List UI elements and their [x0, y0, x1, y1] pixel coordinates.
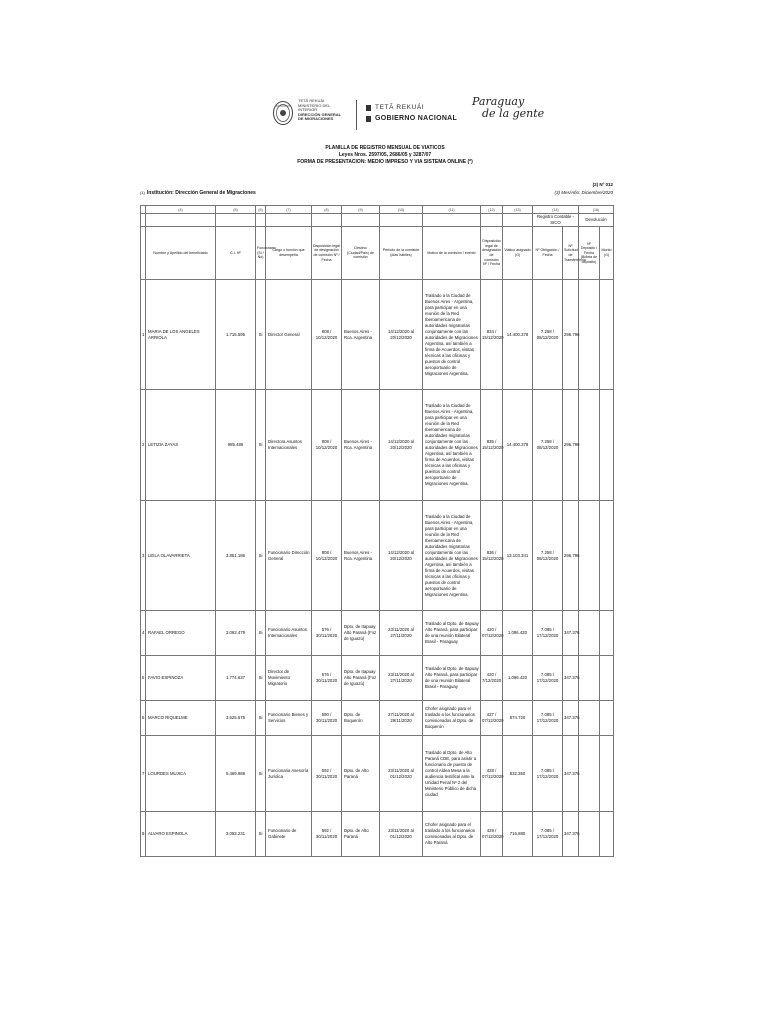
destino: Buenos Aires - Rca. Argentina [342, 501, 380, 611]
disposicion-comision: 428 / 07/12/2020 [481, 736, 503, 812]
form-meta [554, 181, 613, 197]
viatico-amount: 14.400.378 [503, 390, 533, 501]
brand-line-2: de la gente [482, 107, 545, 120]
obligacion: 7.085 / 17/12/2020 [533, 812, 563, 857]
col-header-funcionario: Funcionario (Sí / No) [256, 227, 266, 280]
disposicion: 592 / 30/11/2020 [312, 812, 342, 857]
disposicion-comision: 420 / 7/12/2020 [481, 656, 503, 701]
periodo: 23/11/2020 al 01/12/2020 [380, 736, 423, 812]
periodo: 23/11/2020 al 01/12/2020 [380, 812, 423, 857]
row-number: 8 [141, 812, 146, 857]
monto-devuelto [600, 390, 614, 501]
obligacion: 7.258 / 08/12/2020 [533, 390, 563, 501]
col-header-destino: Destino (Ciudad/País) de comisión [342, 227, 380, 280]
funcionario-flag: Si [256, 390, 266, 501]
deposito [579, 736, 600, 812]
brand-line-1: Paraguay [472, 95, 525, 108]
beneficiary-name: ALVARO ESPINOLA [146, 812, 216, 857]
solicitud-transferencia: 347.376 [563, 656, 579, 701]
ministry-line: MINISTERIO DEL [298, 102, 331, 108]
monto-devuelto [600, 611, 614, 656]
row-number: 7 [141, 736, 146, 812]
destino: Buenos Aires - Rca. Argentina [342, 390, 380, 501]
cargo: Funcionario Bienes y Servicios [266, 701, 312, 736]
institution-line [140, 190, 256, 196]
beneficiary-name: RAFAEL ORREGO [146, 611, 216, 656]
ci-number: 3.851.186 [216, 501, 256, 611]
motivo: Traslado al Dpto. de Alto Paraná CDE, para asistir a funcionario de puesto de control Aldea Mesa a la audiencia testifical ante la Unidad Penal Nº 2 del Ministerio Público de dicha ciudad [423, 736, 481, 812]
col-header-monto: Monto (G) [600, 227, 614, 280]
ci-number: 985.486 [216, 390, 256, 501]
viaticos-table [140, 205, 614, 857]
destino: Dpto. de Itapuay Alto Paraná (Foz de Iguazú) [342, 656, 380, 701]
table-row [141, 736, 614, 812]
devolucion-header: Devolución [579, 214, 614, 227]
disposicion: 576 / 30/11/2020 [312, 656, 342, 701]
monto-devuelto [600, 656, 614, 701]
beneficiary-name: FAVIO ESPINOZA [146, 656, 216, 701]
government-logo [366, 104, 457, 126]
cargo: Funcionario Asuntos Internacionales [266, 611, 312, 656]
institution-label: Institución: Dirección General de Migraciones [146, 190, 256, 196]
destino: Dpto. de Itapuay Alto Paraná (Foz de Iguazú) [342, 611, 380, 656]
disposicion-comision: 427 / 07/12/2020 [481, 701, 503, 736]
cargo: Director General [266, 280, 312, 390]
column-letter: (8) [312, 206, 342, 214]
solicitud-transferencia: 347.376 [563, 736, 579, 812]
row-number: 1 [141, 280, 146, 390]
ministry-line: INTERIOR [298, 107, 318, 113]
col-header-disposicion: Disposición legal de designación de comisión Nº / Fecha [312, 227, 342, 280]
periodo: 14/12/2020 al 20/12/2020 [380, 501, 423, 611]
form-date: (3) Mes/Año: Diciembre/2020 [554, 190, 613, 195]
disposicion: 590 / 30/11/2020 [312, 701, 342, 736]
periodo: 23/11/2020 al 27/11/2020 [380, 611, 423, 656]
viatico-amount: 14.400.378 [503, 280, 533, 390]
row-number: 2 [141, 390, 146, 501]
motivo: Traslado a la Ciudad de Buenos Aires - Argentina, para participar en una reunión de la Red Iberoamericana de autoridades migratorias conjuntamente con las autoridades de Migraciones Argentina, así también a firma de Acuerdos, visitas técnicas a las oficinas y puestos de control aeroportuario de Migraciones Argentina. [423, 280, 481, 390]
ci-number: 1.774.637 [216, 656, 256, 701]
col-header-motivo: Motivo de la comisión / evento [423, 227, 481, 280]
table-row [141, 812, 614, 857]
obligacion: 7.085 / 17/12/2020 [533, 736, 563, 812]
title-line-2: Leyes Nros. 2597/05, 2686/05 y 3287/07 [338, 152, 432, 158]
cargo: Funcionario Dirección General [266, 501, 312, 611]
title-line-1: PLANILLA DE REGISTRO MENSUAL DE VIATICOS [325, 145, 445, 151]
periodo: 14/12/2020 al 20/12/2020 [380, 390, 423, 501]
col-header-viatico: Viático asignado (G) [503, 227, 533, 280]
deposito [579, 812, 600, 857]
col-header-solicitud: Nº Solicitud de Transferencia [563, 227, 579, 280]
viatico-amount: 632.350 [503, 736, 533, 812]
group-header-row [141, 214, 614, 227]
ministry-line: DE MIGRACIONES [298, 116, 334, 122]
ci-number: 3.525.675 [216, 701, 256, 736]
column-letter: (13) [503, 206, 533, 214]
column-header-row [141, 227, 614, 280]
viatico-amount: 1.096.420 [503, 656, 533, 701]
ministry-line: DIRECCIÓN GENERAL [298, 111, 342, 117]
solicitud-transferencia: 296.796 [563, 280, 579, 390]
funcionario-flag: Si [256, 280, 266, 390]
solicitud-transferencia: 347.376 [563, 611, 579, 656]
table-row [141, 501, 614, 611]
column-letter-row [141, 206, 614, 214]
ministry-logo-text [298, 99, 341, 122]
funcionario-flag: Si [256, 701, 266, 736]
disposicion: 808 / 10/12/2020 [312, 390, 342, 501]
logo-divider [356, 100, 357, 130]
destino: Dpto. de Alto Paraná [342, 736, 380, 812]
row-number: 5 [141, 656, 146, 701]
deposito [579, 390, 600, 501]
monto-devuelto [600, 701, 614, 736]
motivo: Chofer asignado para el traslado a los funcionarios comisionados al Dpto. de Alto Paraná [423, 812, 481, 857]
column-letter: (7) [266, 206, 312, 214]
monto-devuelto [600, 280, 614, 390]
destino: Buenos Aires - Rca. Argentina [342, 280, 380, 390]
ci-number: 3.053.231 [216, 812, 256, 857]
cargo: Funcionario de Gabinete [266, 812, 312, 857]
disposicion-comision: 429 / 07/12/2020 [481, 812, 503, 857]
deposito [579, 611, 600, 656]
monto-devuelto [600, 736, 614, 812]
beneficiary-name: LETIZIA ZAYAS [146, 390, 216, 501]
motivo: Chofer asignado para el traslado a los funcionarios comisionados al Dpto. de Boquerón [423, 701, 481, 736]
cargo: Director de Movimiento Migratorio [266, 656, 312, 701]
periodo: 27/11/2020 al 29/11/2020 [380, 701, 423, 736]
institution-prefix: (1) [140, 190, 145, 195]
ci-number: 5.469.988 [216, 736, 256, 812]
table-row [141, 611, 614, 656]
solicitud-transferencia: 296.796 [563, 501, 579, 611]
obligacion: 7.085 / 17/12/2020 [533, 656, 563, 701]
document-title-block [0, 145, 770, 166]
cargo: Funcionaria Asesoría Jurídica [266, 736, 312, 812]
motivo: Traslado al Dpto. de Itapuay Alto Paraná, para participar de una reunión Bilateral Brasil - Paraguay [423, 611, 481, 656]
motivo: Traslado a la Ciudad de Buenos Aires - Argentina, para participar en una reunión de la Red Iberoamericana de autoridades migratorias conjuntamente con las autoridades de Migraciones Argentina, así también a firma de Acuerdos, visitas técnicas a las oficinas y puestos de control aeroportuario de Migraciones Argentina. [423, 501, 481, 611]
disposicion: 592 / 30/11/2020 [312, 736, 342, 812]
solicitud-transferencia: 347.376 [563, 701, 579, 736]
column-letter: (10) [380, 206, 423, 214]
gov-line-1: TETÃ REKUÁI [375, 104, 425, 111]
solicitud-transferencia: 296.796 [563, 390, 579, 501]
column-letter: (14) [533, 206, 579, 214]
solicitud-transferencia: 347.376 [563, 812, 579, 857]
destino: Dpto. de Boquerón [342, 701, 380, 736]
funcionario-flag: Si [256, 656, 266, 701]
table-row [141, 390, 614, 501]
periodo: 14/12/2020 al 20/12/2020 [380, 280, 423, 390]
obligacion: 7.085 / 17/12/2020 [533, 611, 563, 656]
deposito [579, 501, 600, 611]
cargo: Directora Asuntos Internacionales [266, 390, 312, 501]
col-header-obligacion: Nº Obligación / Fecha [533, 227, 563, 280]
column-letter: (6) [256, 206, 266, 214]
column-letter: (16) [579, 206, 614, 214]
deposito [579, 656, 600, 701]
col-header-cargo: Cargo o función que desempeña [266, 227, 312, 280]
obligacion: 7.085 / 17/12/2020 [533, 701, 563, 736]
funcionario-flag: Si [256, 611, 266, 656]
obligacion: 7.258 / 08/12/2020 [533, 280, 563, 390]
obligacion: 7.258 / 08/12/2020 [533, 501, 563, 611]
viatico-amount: 1.096.420 [503, 611, 533, 656]
column-letter: (11) [423, 206, 481, 214]
disposicion: 808 / 10/12/2020 [312, 501, 342, 611]
table-row [141, 280, 614, 390]
disposicion-comision: 835 / 15/12/2020 [481, 390, 503, 501]
title-line-3: FORMA DE PRESENTACION: MEDIO IMPRESO Y VIA SISTEMA ONLINE (*) [297, 159, 473, 165]
funcionario-flag: Si [256, 736, 266, 812]
flag-mark-icon [366, 105, 371, 111]
form-number: (2) Nº 012 [592, 182, 613, 187]
motivo: Traslado al Dpto. de Itapuay Alto Paraná, para participar de una reunión Bilateral Brasil - Paraguay [423, 656, 481, 701]
table-row [141, 656, 614, 701]
monto-devuelto [600, 501, 614, 611]
beneficiary-name: MARIA DE LOS ANGELES ARRIOLA [146, 280, 216, 390]
viatico-amount: 716.880 [503, 812, 533, 857]
registro-contable-header: Registro Contable - SICO [533, 214, 579, 227]
disposicion: 808 / 10/12/2020 [312, 280, 342, 390]
column-letter: (5) [216, 206, 256, 214]
ci-number: 3.063.479 [216, 611, 256, 656]
ministry-seal-icon [272, 100, 294, 126]
disposicion-comision: 834 / 15/12/2020 [481, 280, 503, 390]
disposicion-comision: 420 / 07/12/2020 [481, 611, 503, 656]
flag-mark-icon [366, 116, 371, 122]
destino: Dpto. de Alto Paraná [342, 812, 380, 857]
funcionario-flag: Si [256, 501, 266, 611]
column-letter: (12) [481, 206, 503, 214]
periodo: 23/11/2020 al 27/11/2020 [380, 656, 423, 701]
ci-number: 1.715.595 [216, 280, 256, 390]
beneficiary-name: LOURDES MUJICA [146, 736, 216, 812]
viatico-amount: 674.720 [503, 701, 533, 736]
brand-logo [472, 96, 544, 120]
monto-devuelto [600, 812, 614, 857]
beneficiary-name: MARCO RIQUELME [146, 701, 216, 736]
motivo: Traslado a la Ciudad de Buenos Aires - Argentina, para participar en una reunión de la Red Iberoamericana de autoridades migratorias conjuntamente con las autoridades de Migraciones Argentina, así también a firma de Acuerdos, visitas técnicas a las oficinas y puestos de control aeroportuario de Migraciones Argentina. [423, 390, 481, 501]
col-header-deposito: Nº Deposito / Fecha (Boleta de depósito) [579, 227, 600, 280]
funcionario-flag: Si [256, 812, 266, 857]
ministry-line: TETÃ REKUÁI [298, 98, 325, 103]
deposito [579, 701, 600, 736]
table-row [141, 701, 614, 736]
col-header-nombre: Nombre y Apellido del beneficiado [146, 227, 216, 280]
col-header-dispo-comision: Disposición legal de designación de comisión Nº / Fecha [481, 227, 503, 280]
beneficiary-name: LEILA OLAVARRIETA [146, 501, 216, 611]
column-letter: (4) [146, 206, 216, 214]
disposicion: 576 / 30/11/2020 [312, 611, 342, 656]
row-number: 3 [141, 501, 146, 611]
column-letter: (9) [342, 206, 380, 214]
col-header-ci: C.I. Nº [216, 227, 256, 280]
row-number: 4 [141, 611, 146, 656]
row-number: 6 [141, 701, 146, 736]
deposito [579, 280, 600, 390]
gov-line-2: GOBIERNO NACIONAL [375, 115, 458, 122]
col-header-periodo: Período de la comisión (días hábiles) [380, 227, 423, 280]
viatico-amount: 13.103.341 [503, 501, 533, 611]
disposicion-comision: 836 / 15/12/2020 [481, 501, 503, 611]
